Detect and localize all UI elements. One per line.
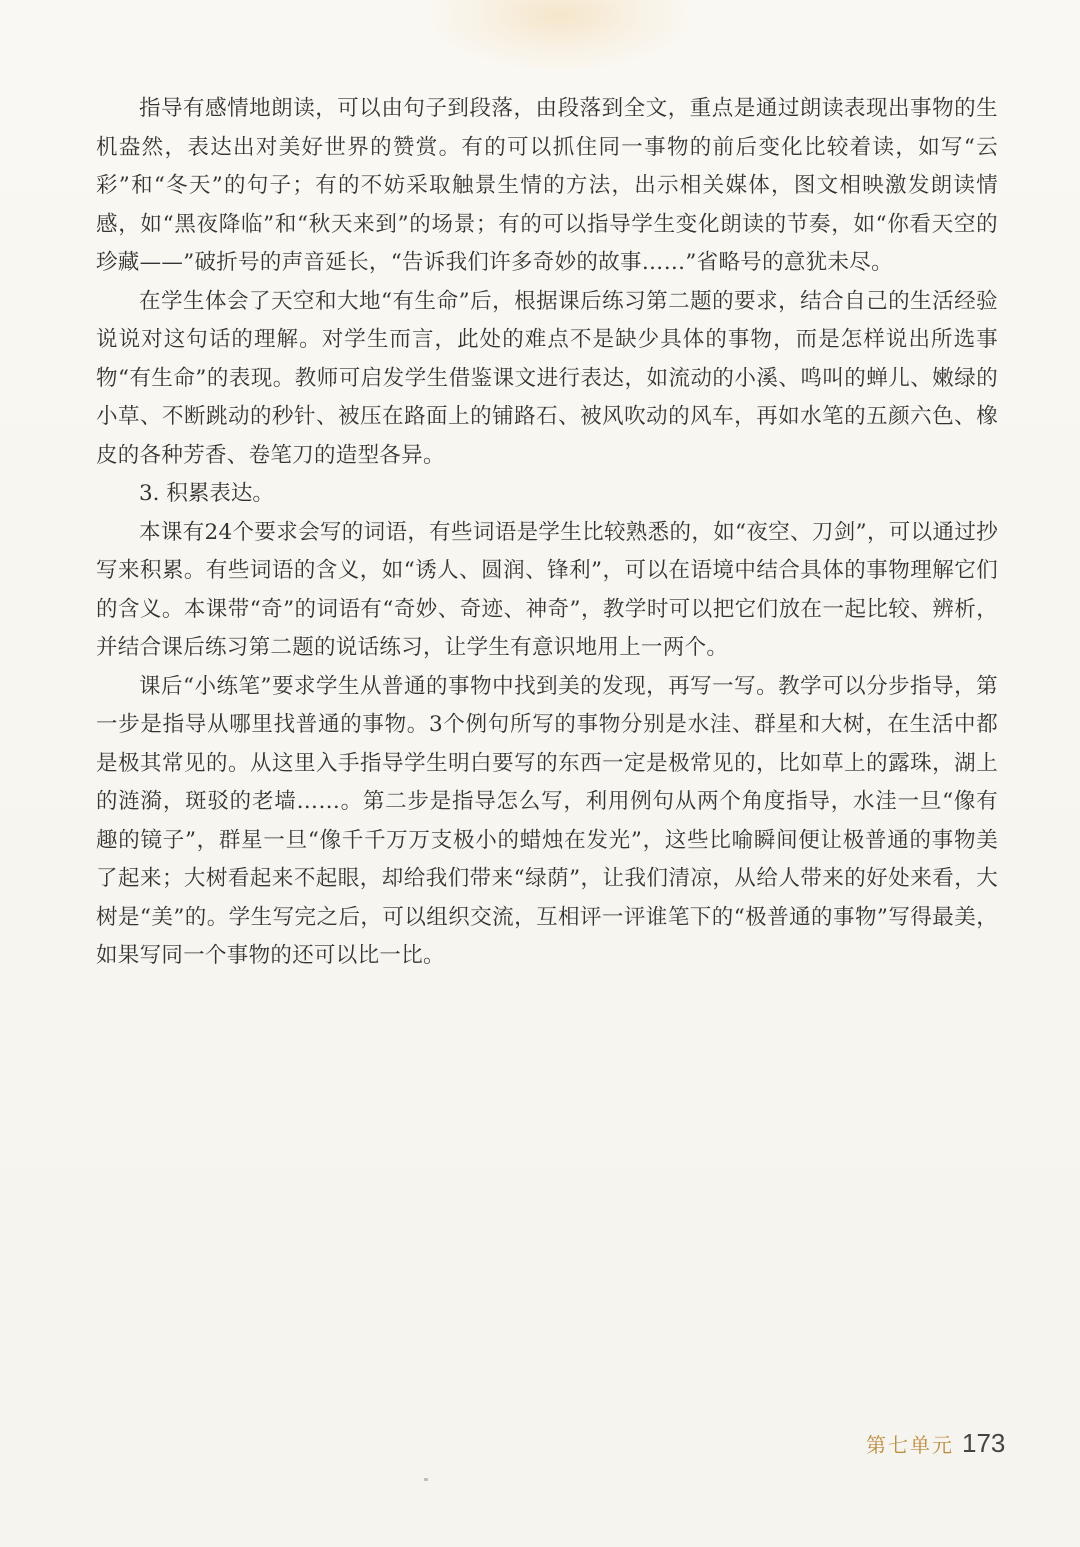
paragraph-reading-guidance: 指导有感情地朗读，可以由句子到段落，由段落到全文，重点是通过朗读表现出事物的生机盎然，表达出对美好世界的赞赏。有的可以抓住同一事物的前后变化比较着读，如写“云彩”和“冬天”的句子；有的不妨采取触景生情的方法，出示相关媒体，图文相映激发朗读情感，如“黑夜降临”和“秋天来到”的场景；有的可以指导学生变化朗读的节奏，如“你看天空的珍藏——”破折号的声音延长，“告诉我们许多奇妙的故事……”省略号的意犹未尽。 [96,96,998,275]
paragraph-life-understanding: 在学生体会了天空和大地“有生命”后，根据课后练习第二题的要求，结合自己的生活经验说说对这句话的理解。对学生而言，此处的难点不是缺少具体的事物，而是怎样说出所选事物“有生命”的表现。教师可启发学生借鉴课文进行表达，如流动的小溪、鸣叫的蝉儿、嫩绿的小草、不断跳动的秒针、被压在路面上的铺路石、被风吹动的风车，再如水笔的五颜六色、橡皮的各种芳香、卷笔刀的造型各异。 [96,288,998,468]
paragraph-vocabulary: 本课有24个要求会写的词语，有些词语是学生比较熟悉的，如“夜空、刀剑”，可以通过抄写来积累。有些词语的含义，如“诱人、圆润、锋利”，可以在语境中结合具体的事物理解它们的含义。本课带“奇”的词语有“奇妙、奇迹、神奇”，教学时可以把它们放在一起比较、辨析，并结合课后练习第二题的说话练习，让学生有意识地用上一两个。 [96,519,998,660]
paragraph-writing-practice: 课后“小练笔”要求学生从普通的事物中找到美的发现，再写一写。教学可以分步指导，第一步是指导从哪里找普通的事物。3个例句所写的事物分别是水洼、群星和大树，在生活中都是极其常见的。从这里入手指导学生明白要写的东西一定是极常见的，比如草上的露珠，湖上的涟漪，斑驳的老墙……。第二步是指导怎么写，利用例句从两个角度指导，水洼一旦“像有趣的镜子”，群星一旦“像千千万万支极小的蜡烛在发光”，这些比喻瞬间便让极普通的事物美了起来；大树看起来不起眼，却给我们带来“绿荫”，让我们清凉，从给人带来的好处来看，大树是“美”的。学生写完之后，可以组织交流，互相评一评谁笔下的“极普通的事物”写得最美，如果写同一个事物的还可以比一比。 [96,673,998,968]
paper-stain [430,0,690,70]
page-body [96,90,998,976]
section-heading-accumulate: 3. 积累表达。 [139,481,274,506]
page-number: 173 [962,1428,1006,1458]
print-speck [424,1478,428,1481]
unit-label: 第七单元 [866,1433,954,1457]
page-footer [866,1428,1005,1468]
